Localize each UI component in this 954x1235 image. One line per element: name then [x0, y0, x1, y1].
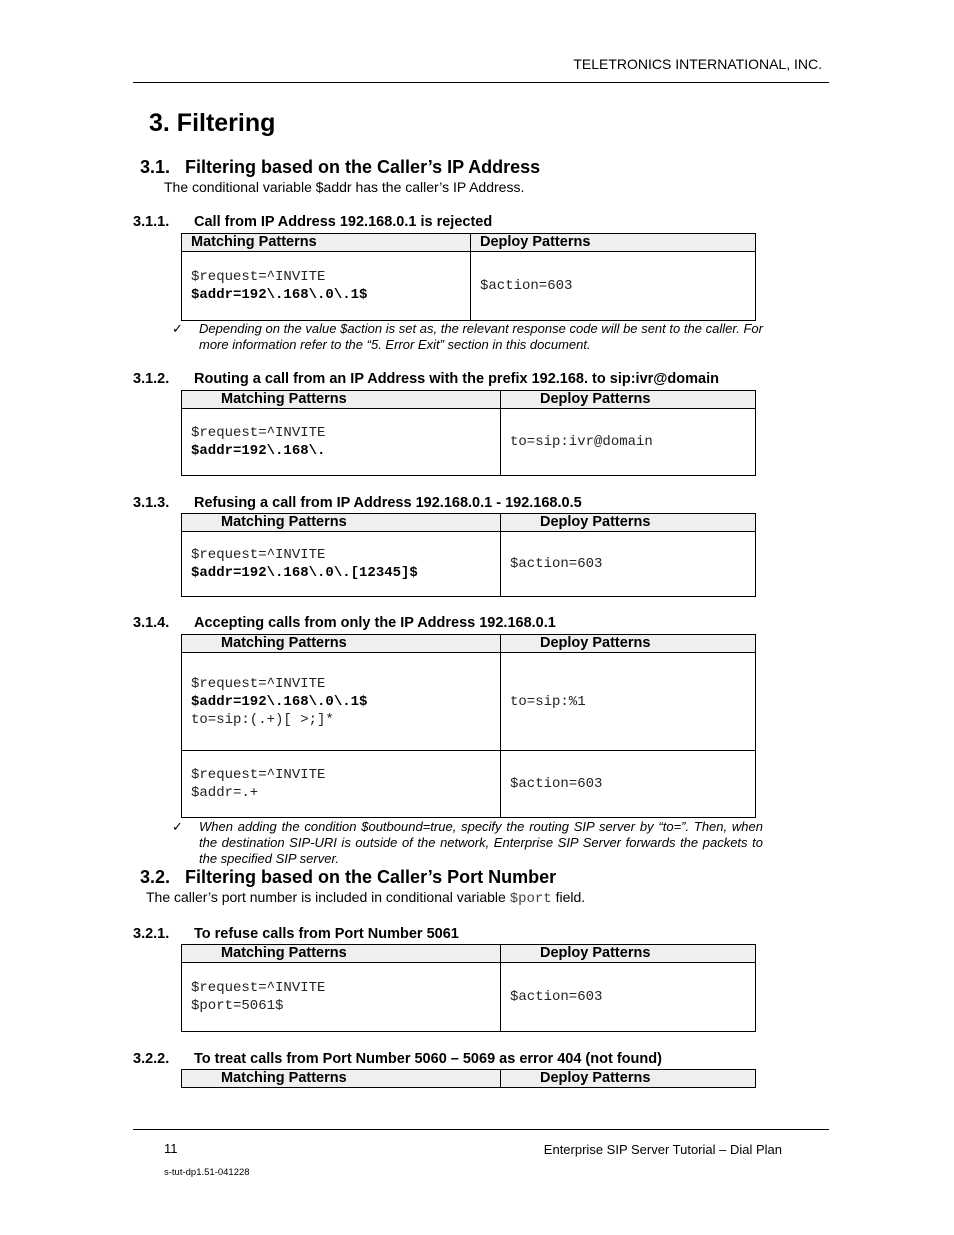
pattern-bold: $addr=192\.168\.0\.1$: [191, 693, 368, 710]
heading-number: 3.1.2.: [133, 371, 170, 387]
note-3-1-4: When adding the condition $outbound=true, specify the routing SIP server by “to=”. Then, when the destination SIP-URI is outside of the network, Enterprise SIP Server forwards the packets to the specified SIP server.: [199, 819, 763, 866]
heading-3-1-2: [133, 371, 719, 387]
column-header-deploy: Deploy Patterns: [501, 635, 756, 653]
column-header-deploy: Deploy Patterns: [471, 234, 756, 252]
subsection-intro-3-1: The conditional variable $addr has the caller’s IP Address.: [164, 179, 525, 195]
heading-3-1-4: [133, 615, 556, 631]
column-header-matching: Matching Patterns: [182, 391, 501, 409]
subsection-title-3-1: 3.1. Filtering based on the Caller’s IP Address: [140, 157, 541, 177]
matching-cell: [182, 252, 471, 321]
document-code: s-tut-dp1.51-041228: [164, 1167, 250, 1178]
matching-cell: [182, 532, 501, 597]
company-name: TELETRONICS INTERNATIONAL, INC.: [573, 56, 822, 72]
pattern-table-3-1-3: [181, 513, 756, 597]
subsection-title-3-2: 3.2. Filtering based on the Caller’s Port Number: [140, 867, 557, 887]
heading-number: 3.1.1.: [133, 214, 170, 230]
pattern-line: $request=^INVITE: [191, 767, 326, 783]
pattern-bold: $addr=192\.168\.0\.[12345]$: [191, 565, 418, 581]
pattern-line: $port=5061$: [191, 998, 284, 1014]
document-title: Enterprise SIP Server Tutorial – Dial Plan: [543, 1142, 782, 1157]
heading-number: 3.1.4.: [133, 615, 170, 631]
pattern-bold: $addr=192\.168\.: [191, 443, 326, 459]
column-header-matching: Matching Patterns: [182, 635, 501, 653]
pattern-line: $request=^INVITE: [191, 425, 326, 441]
pattern-line: [191, 442, 500, 460]
column-header-deploy: Deploy Patterns: [501, 1070, 756, 1088]
intro-code: $port: [509, 891, 552, 907]
heading-3-1-1: [133, 214, 492, 230]
check-icon: ✓: [172, 321, 183, 336]
deploy-cell: $action=603: [501, 532, 756, 597]
pattern-table-3-1-4: [181, 634, 756, 818]
heading-number: 3.2.2.: [133, 1051, 170, 1067]
matching-cell: [182, 963, 501, 1032]
heading-text: Accepting calls from only the IP Address 192.168.0.1: [194, 615, 556, 631]
pattern-table-3-2-1: [181, 944, 756, 1032]
pattern-line: $request=^INVITE: [191, 269, 326, 285]
pattern-line: [191, 286, 470, 304]
heading-3-1-3: [133, 495, 582, 511]
column-header-matching: Matching Patterns: [182, 234, 471, 252]
note-3-1-1: Depending on the value $action is set as, the relevant response code will be sent to the caller. For more information refer to the “5. Error Exit” section in this document.: [199, 321, 763, 352]
matching-cell: [182, 409, 501, 476]
pattern-table-3-2-2: [181, 1069, 756, 1088]
heading-3-2-1: [133, 926, 459, 942]
heading-3-2-2: [133, 1051, 662, 1067]
heading-text: Refusing a call from IP Address 192.168.0.1 - 192.168.0.5: [194, 495, 582, 511]
pattern-line: $request=^INVITE: [191, 980, 326, 996]
deploy-cell: to=sip:ivr@domain: [501, 409, 756, 476]
heading-text: Call from IP Address 192.168.0.1 is rejected: [194, 214, 493, 230]
footer-rule: [133, 1129, 829, 1130]
deploy-cell: to=sip:%1: [501, 653, 756, 751]
header-rule: [133, 82, 829, 83]
pattern-line: [191, 693, 500, 711]
pattern-line: $request=^INVITE: [191, 547, 326, 563]
page-number: 11: [164, 1141, 178, 1156]
column-header-deploy: Deploy Patterns: [501, 514, 756, 532]
column-header-deploy: Deploy Patterns: [501, 945, 756, 963]
heading-number: 3.2.1.: [133, 926, 170, 942]
deploy-cell: $action=603: [501, 963, 756, 1032]
pattern-line: to=sip:(.+)[ >;]*: [191, 711, 334, 728]
column-header-matching: Matching Patterns: [182, 945, 501, 963]
heading-text: To treat calls from Port Number 5060 – 5069 as error 404 (not found): [194, 1051, 662, 1067]
subsection-intro-3-2: [146, 889, 585, 907]
check-icon: ✓: [172, 819, 183, 834]
intro-text: field.: [551, 889, 586, 905]
deploy-cell: $action=603: [501, 751, 756, 818]
pattern-bold: $addr=192\.168\.0\.1$: [191, 287, 368, 303]
intro-text: The caller’s port number is included in conditional variable: [146, 889, 510, 905]
pattern-line: $addr=.+: [191, 785, 259, 801]
heading-text: To refuse calls from Port Number 5061: [194, 926, 459, 942]
pattern-table-3-1-1: [181, 233, 756, 321]
matching-cell: [182, 653, 501, 751]
pattern-table-3-1-2: [181, 390, 756, 476]
heading-number: 3.1.3.: [133, 495, 170, 511]
section-title: 3. Filtering: [149, 109, 276, 137]
column-header-deploy: Deploy Patterns: [501, 391, 756, 409]
pattern-line: $request=^INVITE: [191, 675, 326, 692]
deploy-cell: $action=603: [471, 252, 756, 321]
column-header-matching: Matching Patterns: [182, 1070, 501, 1088]
column-header-matching: Matching Patterns: [182, 514, 501, 532]
heading-text: Routing a call from an IP Address with the prefix 192.168. to sip:ivr@domain: [194, 371, 719, 387]
pattern-line: [191, 564, 500, 582]
matching-cell: [182, 751, 501, 818]
